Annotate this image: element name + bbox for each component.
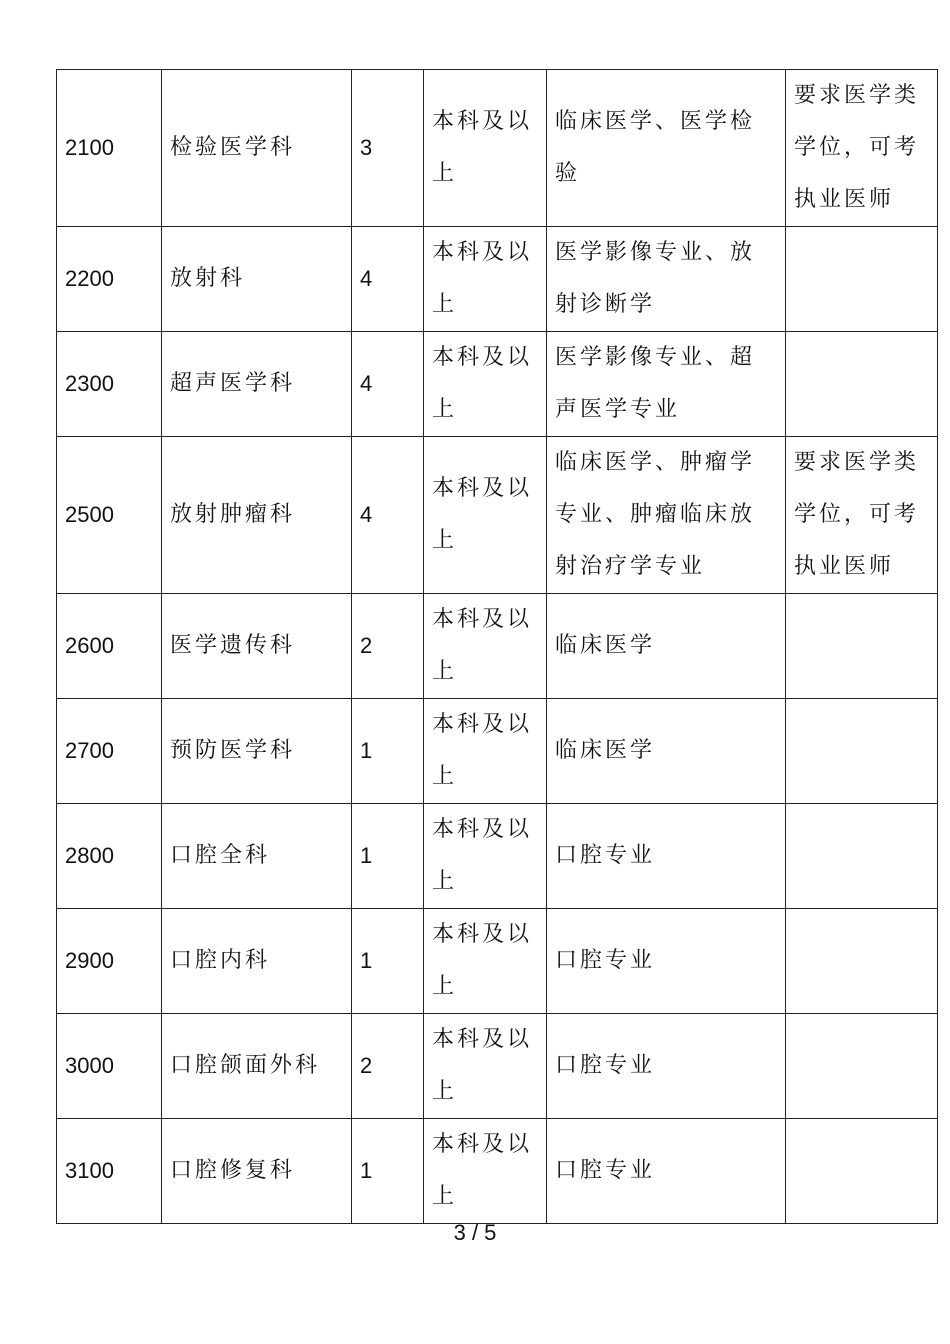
table-row <box>57 594 938 699</box>
position-code: 3000 <box>57 1014 162 1119</box>
department-name: 放射肿瘤科 <box>162 437 352 594</box>
major-requirement: 临床医学 <box>547 699 786 804</box>
remarks <box>786 594 938 699</box>
major-requirement: 临床医学、医学检验 <box>547 70 786 227</box>
table-row <box>57 1119 938 1224</box>
remarks <box>786 332 938 437</box>
education-requirement: 本科及以上 <box>424 227 547 332</box>
headcount: 2 <box>352 1014 424 1119</box>
department-name: 放射科 <box>162 227 352 332</box>
department-name: 口腔全科 <box>162 804 352 909</box>
headcount: 4 <box>352 332 424 437</box>
department-name: 口腔颌面外科 <box>162 1014 352 1119</box>
table-row <box>57 699 938 804</box>
recruitment-table <box>56 69 938 1224</box>
education-requirement: 本科及以上 <box>424 594 547 699</box>
position-code: 2200 <box>57 227 162 332</box>
position-code: 2300 <box>57 332 162 437</box>
headcount: 2 <box>352 594 424 699</box>
education-requirement: 本科及以上 <box>424 1119 547 1224</box>
table-row <box>57 1014 938 1119</box>
position-code: 2700 <box>57 699 162 804</box>
remarks <box>786 909 938 1014</box>
headcount: 1 <box>352 699 424 804</box>
department-name: 预防医学科 <box>162 699 352 804</box>
position-code: 2100 <box>57 70 162 227</box>
education-requirement: 本科及以上 <box>424 909 547 1014</box>
headcount: 4 <box>352 227 424 332</box>
headcount: 1 <box>352 804 424 909</box>
position-code: 2800 <box>57 804 162 909</box>
major-requirement: 临床医学、肿瘤学专业、肿瘤临床放射治疗学专业 <box>547 437 786 594</box>
table-row <box>57 70 938 227</box>
education-requirement: 本科及以上 <box>424 437 547 594</box>
education-requirement: 本科及以上 <box>424 804 547 909</box>
headcount: 1 <box>352 1119 424 1224</box>
major-requirement: 口腔专业 <box>547 909 786 1014</box>
department-name: 口腔修复科 <box>162 1119 352 1224</box>
major-requirement: 医学影像专业、超声医学专业 <box>547 332 786 437</box>
department-name: 检验医学科 <box>162 70 352 227</box>
education-requirement: 本科及以上 <box>424 699 547 804</box>
table-row <box>57 804 938 909</box>
remarks <box>786 1119 938 1224</box>
remarks: 要求医学类学位，可考执业医师 <box>786 70 938 227</box>
remarks <box>786 804 938 909</box>
major-requirement: 口腔专业 <box>547 804 786 909</box>
major-requirement: 临床医学 <box>547 594 786 699</box>
remarks <box>786 227 938 332</box>
position-code: 3100 <box>57 1119 162 1224</box>
department-name: 超声医学科 <box>162 332 352 437</box>
remarks <box>786 1014 938 1119</box>
table-row <box>57 332 938 437</box>
headcount: 4 <box>352 437 424 594</box>
major-requirement: 口腔专业 <box>547 1014 786 1119</box>
headcount: 3 <box>352 70 424 227</box>
department-name: 口腔内科 <box>162 909 352 1014</box>
position-code: 2900 <box>57 909 162 1014</box>
remarks: 要求医学类学位，可考执业医师 <box>786 437 938 594</box>
position-code: 2600 <box>57 594 162 699</box>
department-name: 医学遗传科 <box>162 594 352 699</box>
table-row <box>57 227 938 332</box>
education-requirement: 本科及以上 <box>424 332 547 437</box>
table-row <box>57 437 938 594</box>
remarks <box>786 699 938 804</box>
major-requirement: 口腔专业 <box>547 1119 786 1224</box>
major-requirement: 医学影像专业、放射诊断学 <box>547 227 786 332</box>
headcount: 1 <box>352 909 424 1014</box>
position-code: 2500 <box>57 437 162 594</box>
education-requirement: 本科及以上 <box>424 70 547 227</box>
education-requirement: 本科及以上 <box>424 1014 547 1119</box>
page-number: 3 / 5 <box>453 1220 497 1245</box>
table-row <box>57 909 938 1014</box>
